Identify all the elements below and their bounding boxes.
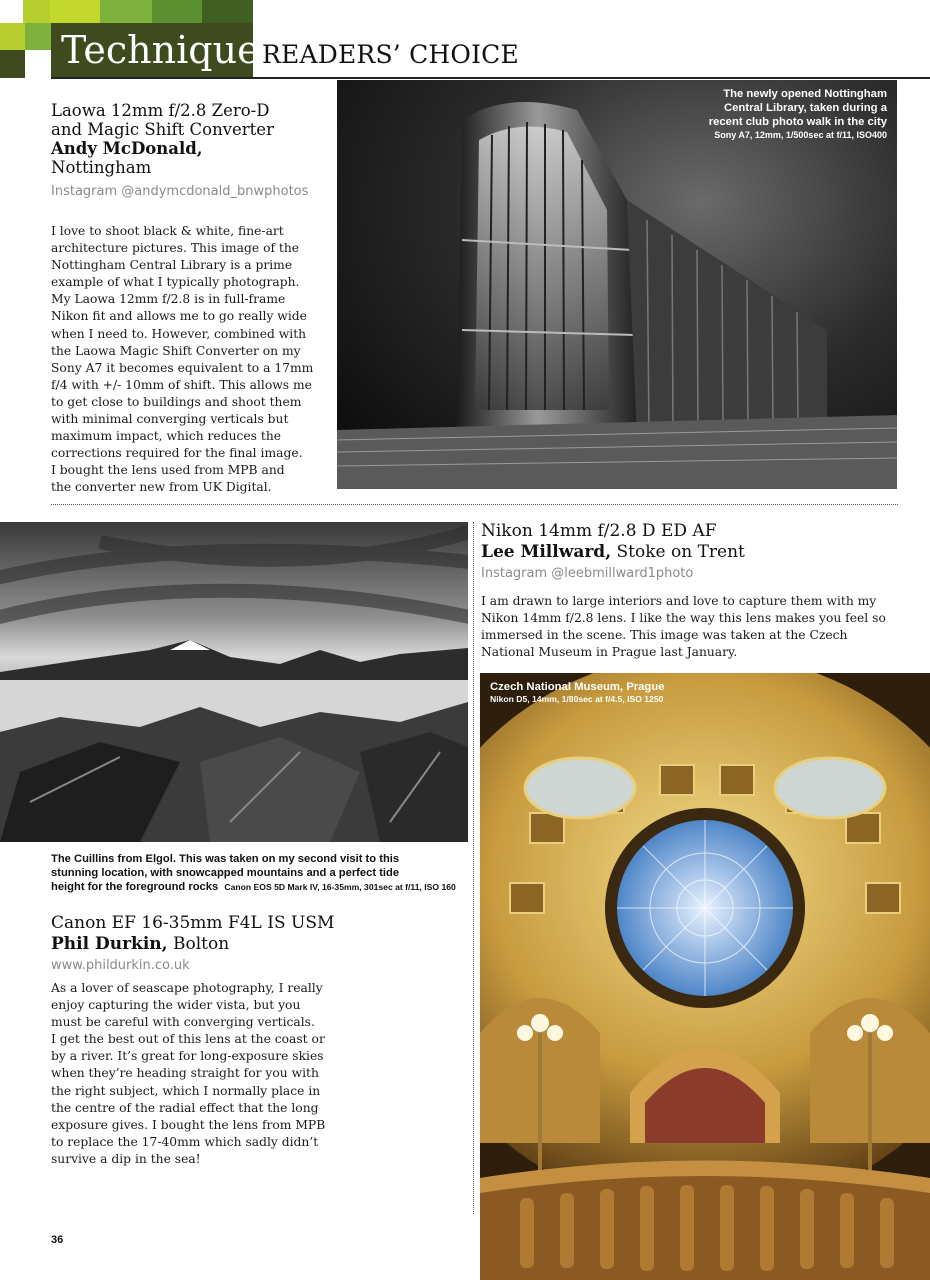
elgol-landscape-illustration xyxy=(0,522,468,842)
elgol-photo xyxy=(0,522,468,842)
entry3-heading xyxy=(481,521,921,563)
header-rule xyxy=(51,77,930,79)
caption-line xyxy=(51,880,461,894)
body-line: Nottingham Central Library is a prime xyxy=(51,258,293,273)
body-line: f/4 with +/- 10mm of shift. This allows me xyxy=(51,377,312,392)
body-line: enjoy capturing the wider vista, but you xyxy=(51,998,301,1013)
brand-square xyxy=(23,0,50,23)
section-divider xyxy=(51,504,898,505)
entry2-author: Phil Durkin, xyxy=(51,934,168,954)
library-building-illustration xyxy=(337,80,897,489)
entry3-author: Lee Millward, xyxy=(481,542,612,562)
body-line: National Museum in Prague last January. xyxy=(481,645,738,660)
entry1-heading xyxy=(51,101,341,177)
body-line: the right subject, which I normally place in xyxy=(51,1083,321,1098)
entry2-heading xyxy=(51,913,351,955)
museum-photo xyxy=(480,673,930,1280)
elgol-caption xyxy=(51,852,461,894)
body-line: survive a dip in the sea! xyxy=(51,1151,201,1166)
museum-dome-illustration xyxy=(480,673,930,1280)
body-line: when I need to. However, combined with xyxy=(51,326,307,341)
body-line: As a lover of seascape photography, I really xyxy=(51,981,323,995)
body-line: example of what I typically photograph. xyxy=(51,275,300,290)
entry3-location: Stoke on Trent xyxy=(616,542,745,562)
entry3-author-line xyxy=(481,542,921,563)
body-line: I bought the lens used from MPB and xyxy=(51,463,285,478)
library-photo xyxy=(337,80,897,489)
body-line: Nikon fit and allows me to go really wide xyxy=(51,309,307,324)
brand-square xyxy=(0,50,25,78)
caption-line: recent club photo walk in the city xyxy=(708,116,887,128)
body-line: Nikon 14mm f/2.8 lens. I like the way this lens makes you feel so xyxy=(481,611,886,626)
entry2-body xyxy=(51,980,341,1168)
entry1-handle: Instagram @andymcdonald_bnwphotos xyxy=(51,184,309,199)
brand-square xyxy=(25,23,51,50)
brand-square xyxy=(202,0,253,23)
body-line: exposure gives. I bought the lens from MPB xyxy=(51,1117,326,1132)
museum-exif: Nikon D5, 14mm, 1/80sec at f/4.5, ISO 1250 xyxy=(490,694,664,704)
entry1-lens-line2: and Magic Shift Converter xyxy=(51,120,274,139)
caption-line: stunning location, with snowcapped mountains and a perfect tide xyxy=(51,867,400,879)
body-line: My Laowa 12mm f/2.8 is in full-frame xyxy=(51,292,286,307)
entry3-body xyxy=(481,593,921,661)
body-line: when they’re heading straight for you with xyxy=(51,1066,319,1081)
entry2-handle: www.phildurkin.co.uk xyxy=(51,958,190,973)
body-line: with minimal converging verticals but xyxy=(51,412,289,427)
entry1-body xyxy=(51,223,336,497)
body-line: I love to shoot black & white, fine-art xyxy=(51,224,284,238)
body-line: the centre of the radial effect that the long xyxy=(51,1100,319,1115)
caption-line: The newly opened Nottingham xyxy=(723,88,887,100)
entry3-lens: Nikon 14mm f/2.8 D ED AF xyxy=(481,521,717,541)
section-subtitle: READERS’ CHOICE xyxy=(262,40,519,69)
brand-square xyxy=(25,50,51,78)
body-line: I am drawn to large interiors and love to capture them with my xyxy=(481,594,877,608)
museum-caption-title: Czech National Museum, Prague xyxy=(490,681,665,693)
entry1-author: Andy McDonald, xyxy=(51,139,203,158)
library-exif: Sony A7, 12mm, 1/500sec at f/11, ISO400 xyxy=(714,130,887,140)
entry2-lens: Canon EF 16-35mm F4L IS USM xyxy=(51,913,335,933)
library-caption xyxy=(709,87,887,141)
entry2-location: Bolton xyxy=(172,934,230,954)
body-line: I get the best out of this lens at the coast or xyxy=(51,1032,325,1047)
museum-caption xyxy=(490,680,665,705)
entry3-handle: Instagram @leebmillward1photo xyxy=(481,566,694,581)
body-line: the converter new from UK Digital. xyxy=(51,480,272,495)
body-line: architecture pictures. This image of the xyxy=(51,241,300,256)
body-line: maximum impact, which reduces the xyxy=(51,429,282,444)
brand-square xyxy=(100,0,152,23)
caption-line-text: height for the foreground rocks xyxy=(51,881,219,893)
body-line: to replace the 17-40mm which sadly didn’t xyxy=(51,1134,319,1149)
entry2-author-line xyxy=(51,934,351,955)
body-line: must be careful with converging verticals. xyxy=(51,1015,315,1030)
brand-square xyxy=(0,0,22,23)
body-line: the Laowa Magic Shift Converter on my xyxy=(51,343,301,358)
brand-square xyxy=(0,23,25,50)
caption-line: The Cuillins from Elgol. This was taken on my second visit to this xyxy=(51,853,400,865)
body-line: corrections required for the final image. xyxy=(51,446,303,461)
brand-square xyxy=(152,0,202,23)
column-divider xyxy=(473,522,474,1214)
caption-line: Central Library, taken during a xyxy=(723,102,887,114)
body-line: by a river. It’s great for long-exposure skies xyxy=(51,1049,324,1064)
entry1-lens-line1: Laowa 12mm f/2.8 Zero-D xyxy=(51,101,270,120)
elgol-exif: Canon EOS 5D Mark IV, 16-35mm, 301sec at f/11, ISO 160 xyxy=(224,882,456,892)
body-line: to get close to buildings and shoot them xyxy=(51,394,302,409)
body-line: immersed in the scene. This image was taken at the Czech xyxy=(481,628,848,643)
body-line: Sony A7 it becomes equivalent to a 17mm xyxy=(51,360,314,375)
brand-square xyxy=(50,0,100,23)
section-title: Technique xyxy=(51,23,253,78)
page-number: 36 xyxy=(51,1234,64,1246)
entry1-location: Nottingham xyxy=(51,158,152,177)
